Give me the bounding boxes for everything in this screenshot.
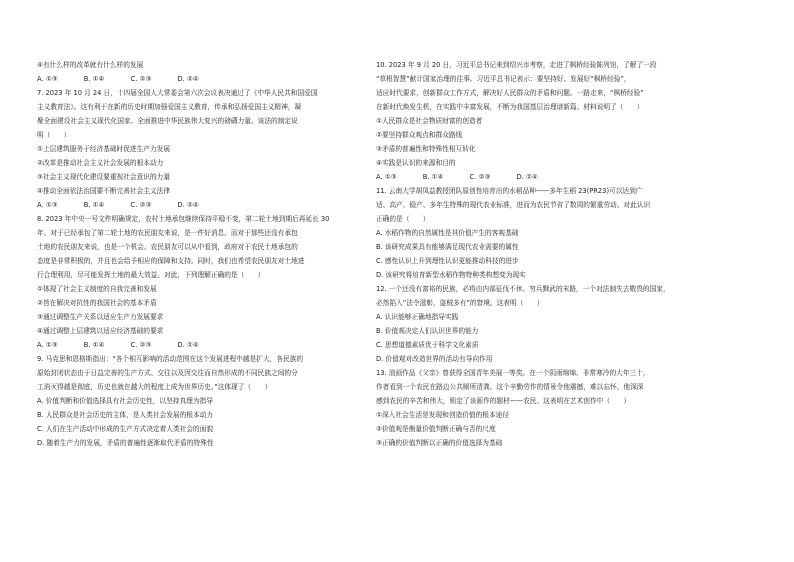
answer-choice-b: B. ①④ [83, 341, 105, 349]
option-item: ④实践是认识的来源和目的 [376, 159, 456, 167]
answer-choice-a: A. ①③ [37, 75, 58, 83]
option-item: D. 价值观对改造世界的活动有导向作用 [376, 355, 493, 363]
question-text-line: 10. 2023 年 9 月 20 日，习近平总书记来到绍兴市考察，走进了枫桥经验陈列馆，了解了一段 [376, 61, 657, 69]
option-item: ③正确的价值判断以正确的价值选择为基础 [376, 439, 503, 447]
question-text-line: 作者看到一个农民在路边公共厕所清粪。这个辛勤劳作的情景令他震撼，难以忘怀，他深深 [376, 383, 644, 391]
question-text-line: 原始封闭状态由于日益完善的生产方式、交往以及因交往而自然形成的不同民族之间的分 [37, 369, 298, 377]
question-9 [37, 352, 399, 450]
option-item: ④推动全面依法治国要不断完善社会主义法律 [37, 187, 171, 195]
question-text-line: 年。对于已经承包了第二轮土地的农民朋友来说，是一件好消息。而对于那些还没有承包 [37, 229, 298, 237]
option-item: D. 该研究将培育新型水稻作物特种类构想变为现实 [376, 271, 526, 279]
question-text-line: 13. 油画作品《父亲》曾获得全国青年美展一等奖。在一个阴雨绵绵、非常寒冷的大年三十， [376, 369, 650, 377]
answer-choice-d: D. ②④ [516, 173, 538, 181]
question-13 [376, 366, 738, 450]
answer-choice-b: B. ①④ [83, 75, 105, 83]
option-item: ①深入社会生活是发现和创造价值的根本途径 [376, 411, 510, 419]
question-text-line: 态度是非常积极的，并且也会给予相应的保障和支持。同时，我们也希望农民朋友对土地进 [37, 257, 305, 265]
question-8 [37, 212, 399, 352]
option-item: ②改革是推动社会主义社会发展的根本动力 [37, 159, 164, 167]
option-item: ④通过调整上层建筑以适应经济基础的要求 [37, 327, 164, 335]
answer-choices [376, 170, 738, 184]
answer-choice-b: B. ①④ [422, 173, 444, 181]
question-text-line: 8. 2023 年中央一号文件明确规定，农村土地承包继续保持平稳不变，第二轮土地到期后再延长 30 [37, 215, 330, 223]
answer-choices [37, 72, 399, 86]
question-text-line: 正确的是（ ） [376, 215, 430, 223]
answer-choice-c: C. ②③ [130, 341, 152, 349]
answer-choice-c: C. ②③ [130, 201, 152, 209]
answer-choice-d: D. ②④ [177, 341, 199, 349]
question-text-line: 必然陷入“法令滋彰，盗贼多有”的窘境。这表明（ ） [376, 299, 544, 307]
option-item: ①体现了社会主义制度的自我完善和发展 [37, 285, 157, 293]
question-text-line: 土地的农民朋友来说，也是一个机会。农民朋友可以从中看到，政府对于农民土地承包的 [37, 243, 298, 251]
option-item: C. 感性认识上升到理性认识更能推动科技的进步 [376, 257, 519, 265]
answer-choices [37, 338, 399, 352]
option-item: ②价值观是衡量价值判断正确与否的尺度 [376, 425, 496, 433]
answer-choice-c: C. ②③ [130, 75, 152, 83]
answer-choice-a: A. ①③ [37, 201, 58, 209]
question-text-line: 适、高产、稳产、多年生特殊的现代农业标准，进而为农民节省了数周的繁重劳动。对此认识 [376, 201, 651, 209]
right-column [376, 58, 738, 450]
option-item: A. 价值判断和价值选择具有社会历史性，以坚持真理为指导 [37, 397, 213, 405]
option-item: ②要坚持群众观点和群众路线 [376, 131, 463, 139]
option-item: C. 思想道德素质优于科学文化素质 [376, 341, 479, 349]
question-text-line: 7. 2023 年 10 月 24 日，十四届全国人大常委会第六次会议表决通过了《中华人民共和国爱国 [37, 89, 318, 97]
left-column [37, 58, 399, 450]
answer-choice-d: D. ②④ [177, 201, 199, 209]
option-item: A. 水稻作物的自然属性是其价值产生的客观基础 [376, 229, 519, 237]
answer-choice-a: A. ①③ [37, 341, 58, 349]
option-item: ①人民群众是社会物质财富的创造者 [376, 117, 483, 125]
answer-choice-b: B. ①④ [83, 201, 105, 209]
option-item: ③社会主义现代化建设要重视社会意识的力量 [37, 173, 171, 181]
question-text-line: 行合理利用，尽可能发挥土地的最大效益。对此，下列理解正确的是（ ） [37, 271, 265, 279]
option-item: C. 人们在生产活动中形成的生产方式决定着人类社会的面貌 [37, 425, 214, 433]
question-12 [376, 282, 738, 366]
question-text-line: “草根智慧”献计国家治理的往事。习近平总书记表示：要坚持好、发展好“枫桥经验”， [376, 75, 631, 83]
option-item: B. 价值观决定人们认识世界的能力 [376, 327, 479, 335]
question-10 [376, 58, 738, 184]
option-item: ③通过调整生产关系以适应生产力发展要求 [37, 313, 164, 321]
question-text-line: 主义教育法》。这有利于在新的历史时期加强爱国主义教育，传承和弘扬爱国主义精神，凝 [37, 103, 302, 111]
option-item: ③矛盾的普遍性和特殊性相互转化 [376, 145, 476, 153]
option-item: B. 人民群众是社会历史的主体，是人类社会发展的根本动力 [37, 411, 214, 419]
option-item: A. 认识能够正确地指导实践 [376, 313, 459, 321]
option-item: ①上层建筑服务于经济基础时促进生产力发展 [37, 145, 171, 153]
option-item: ②旨在解决对抗性的我国社会的基本矛盾 [37, 299, 157, 307]
answer-choice-d: D. ②④ [177, 75, 199, 83]
option-item: B. 该研究成果具有能够满足现代农业需要的属性 [376, 243, 519, 251]
question-text-line: 11. 云南大学胡凤益教授团队原创性培育出的水稻品种——多年生稻 23(PR23)可以达到广 [376, 187, 643, 195]
answer-choices [37, 198, 399, 212]
question-11 [376, 184, 738, 282]
question-text-line: 聚全面建设社会主义现代化国家、全面推进中华民族伟大复兴的磅礴力量。该法的制定说 [37, 117, 298, 125]
question-text-line: 在新时代焕发生机，在实践中丰富发展，不断为我国基层治理谱新篇。材料说明了（ ） [376, 103, 644, 111]
question-7 [37, 86, 399, 212]
question-text-line: 工消灭得越是彻底，历史也就在越大的程度上成为世界历史。”这体现了（ ） [37, 383, 272, 391]
question-text-line: 9. 马克思和恩格斯指出：“各个相互影响的活动范围在这个发展进程中越是扩大，各民族的 [37, 355, 304, 363]
answer-choice-c: C. ②③ [469, 173, 491, 181]
option-item: D. 随着生产力的发展，矛盾的普遍性逐渐取代矛盾的特殊性 [37, 439, 214, 447]
question-text-line: 明（ ） [37, 131, 71, 139]
option-item: ④有什么样的改革就有什么样的发展 [37, 61, 144, 69]
question-text-line: 适应时代要求，创新群众工作方式，解决好人民群众的矛盾和问题。一路走来，“枫桥经验” [376, 89, 644, 97]
answer-choice-a: A. ①③ [376, 173, 397, 181]
question-text-line: 12. 一个还没有富裕的民族，必将由内部征伐不休、穷兵黩武的末路，一个对法制失去敬畏的国家， [376, 285, 670, 293]
question-text-line: 感到农民的辛苦和伟大，锁定了该画作的题材——农民。这表明在艺术创作中（ ） [376, 397, 631, 405]
